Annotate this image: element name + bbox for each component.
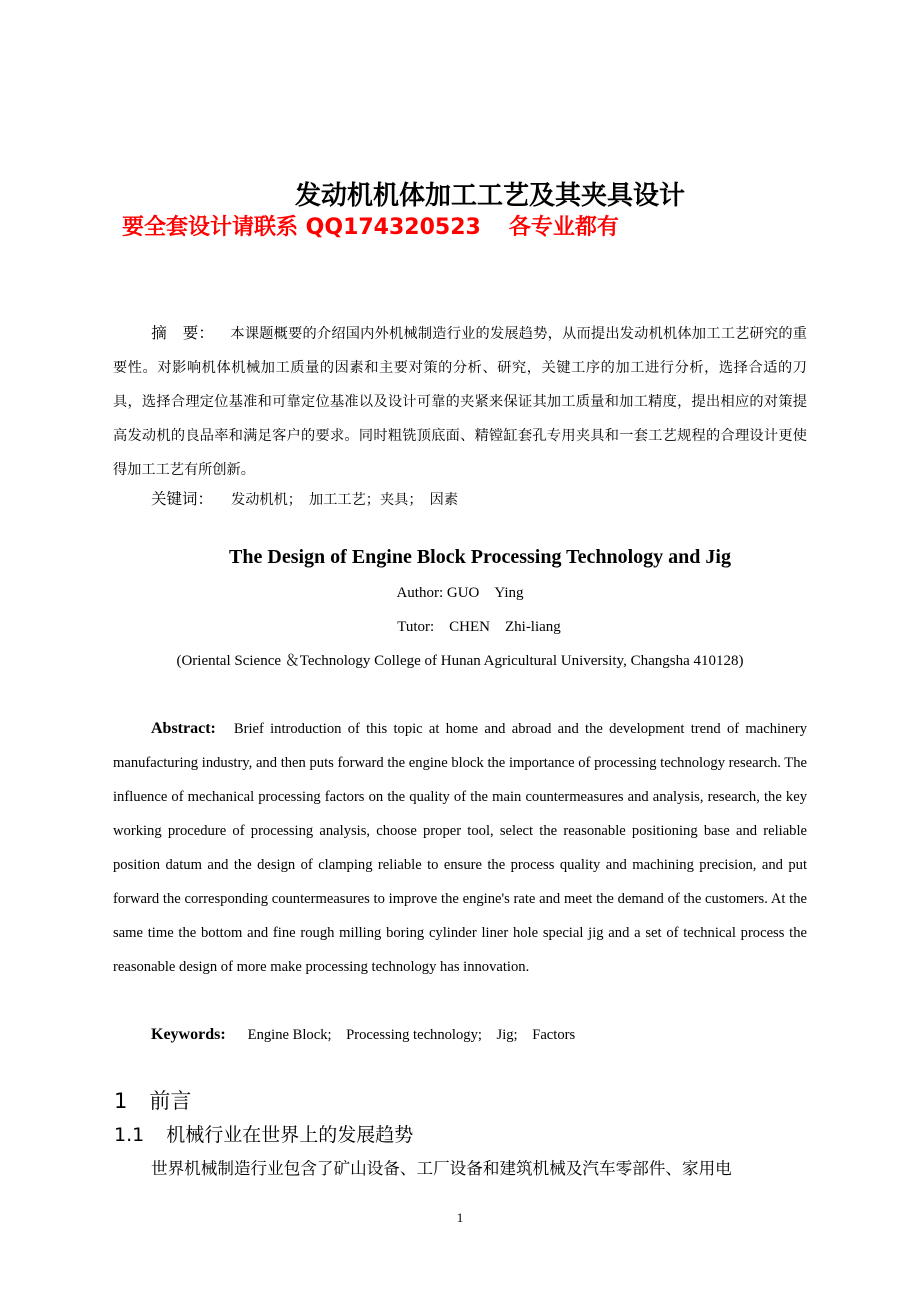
english-abstract [113, 712, 807, 984]
chinese-abstract-text: 本课题概要的介绍国内外机械制造行业的发展趋势，从而提出发动机机体加工工艺研究的重要性。对影响机体机械加工质量的因素和主要对策的分析、研究，关键工序的加工进行分析，选择合适的刀具，选择合理定位基准和可靠定位基准以及设计可靠的夹紧来保证其加工质量和加工精度，提出相应的对策提高发动机的良品率和满足客户的要求。同时粗铣顶底面、精镗缸套孔专用夹具和一套工艺规程的合理设计更使得加工工艺有所创新。 [113, 326, 807, 478]
section-heading-1-1 [114, 1121, 413, 1149]
section-1-number: 1 [114, 1089, 128, 1113]
english-keywords-items: Engine Block; Processing technology; Jig; Factors [247, 1027, 576, 1043]
section-1-1-number: 1.1 [114, 1124, 145, 1146]
chinese-keywords-label: 关键词： [151, 490, 214, 508]
english-keywords-label: Keywords: [151, 1026, 226, 1043]
contact-ad-text: 要全套设计请联系 QQ174320523 [122, 215, 481, 240]
section-1-1-title: 机械行业在世界上的发展趋势 [166, 1124, 414, 1146]
english-abstract-label: Abstract: [151, 720, 216, 737]
body-paragraph-first-line: 世界机械制造行业包含了矿山设备、工厂设备和建筑机械及汽车零部件、家用电 [151, 1159, 732, 1178]
page-number: 1 [456, 1210, 464, 1225]
english-keywords [151, 1020, 575, 1050]
chinese-keywords-items: 发动机机； 加工工艺；夹具； 因素 [231, 492, 459, 508]
chinese-abstract-label: 摘 要： [151, 324, 215, 342]
affiliation-line: (Oriental Science ＆Technology College of Hunan Agricultural University, Changsha 410128) [176, 653, 744, 669]
chinese-abstract [113, 316, 807, 487]
section-1-title: 前言 [149, 1089, 192, 1113]
chinese-keywords [151, 484, 458, 515]
english-abstract-text: Brief introduction of this topic at home and abroad and the development trend of machinery manufacturing industry, and then puts forward the engine block the importance of processing technology research. The influence of mechanical processing factors on the quality of the main countermeasures and analysis, research, the key working procedure of processing analysis, choose proper tool, select the reasonable positioning base and reliable position datum and the design of clamping reliable to ensure the process quality and machining precision, and put forward the corresponding countermeasures to improve the engine's rate and meet the demand of the customers. At the same time the bottom and fine rough milling boring cylinder liner hole special jig and a set of technical process the reasonable design of more make processing technology has innovation. [113, 721, 807, 975]
english-title: The Design of Engine Block Processing Technology and Jig [229, 546, 731, 568]
chinese-title: 发动机机体加工工艺及其夹具设计 [294, 181, 685, 211]
contact-ad-suffix: 各专业都有 [508, 215, 619, 240]
tutor-line: Tutor: CHEN Zhi-liang [397, 619, 561, 635]
contact-ad-line [122, 212, 619, 244]
author-line: Author: GUO Ying [396, 585, 524, 601]
section-heading-1 [114, 1086, 191, 1116]
